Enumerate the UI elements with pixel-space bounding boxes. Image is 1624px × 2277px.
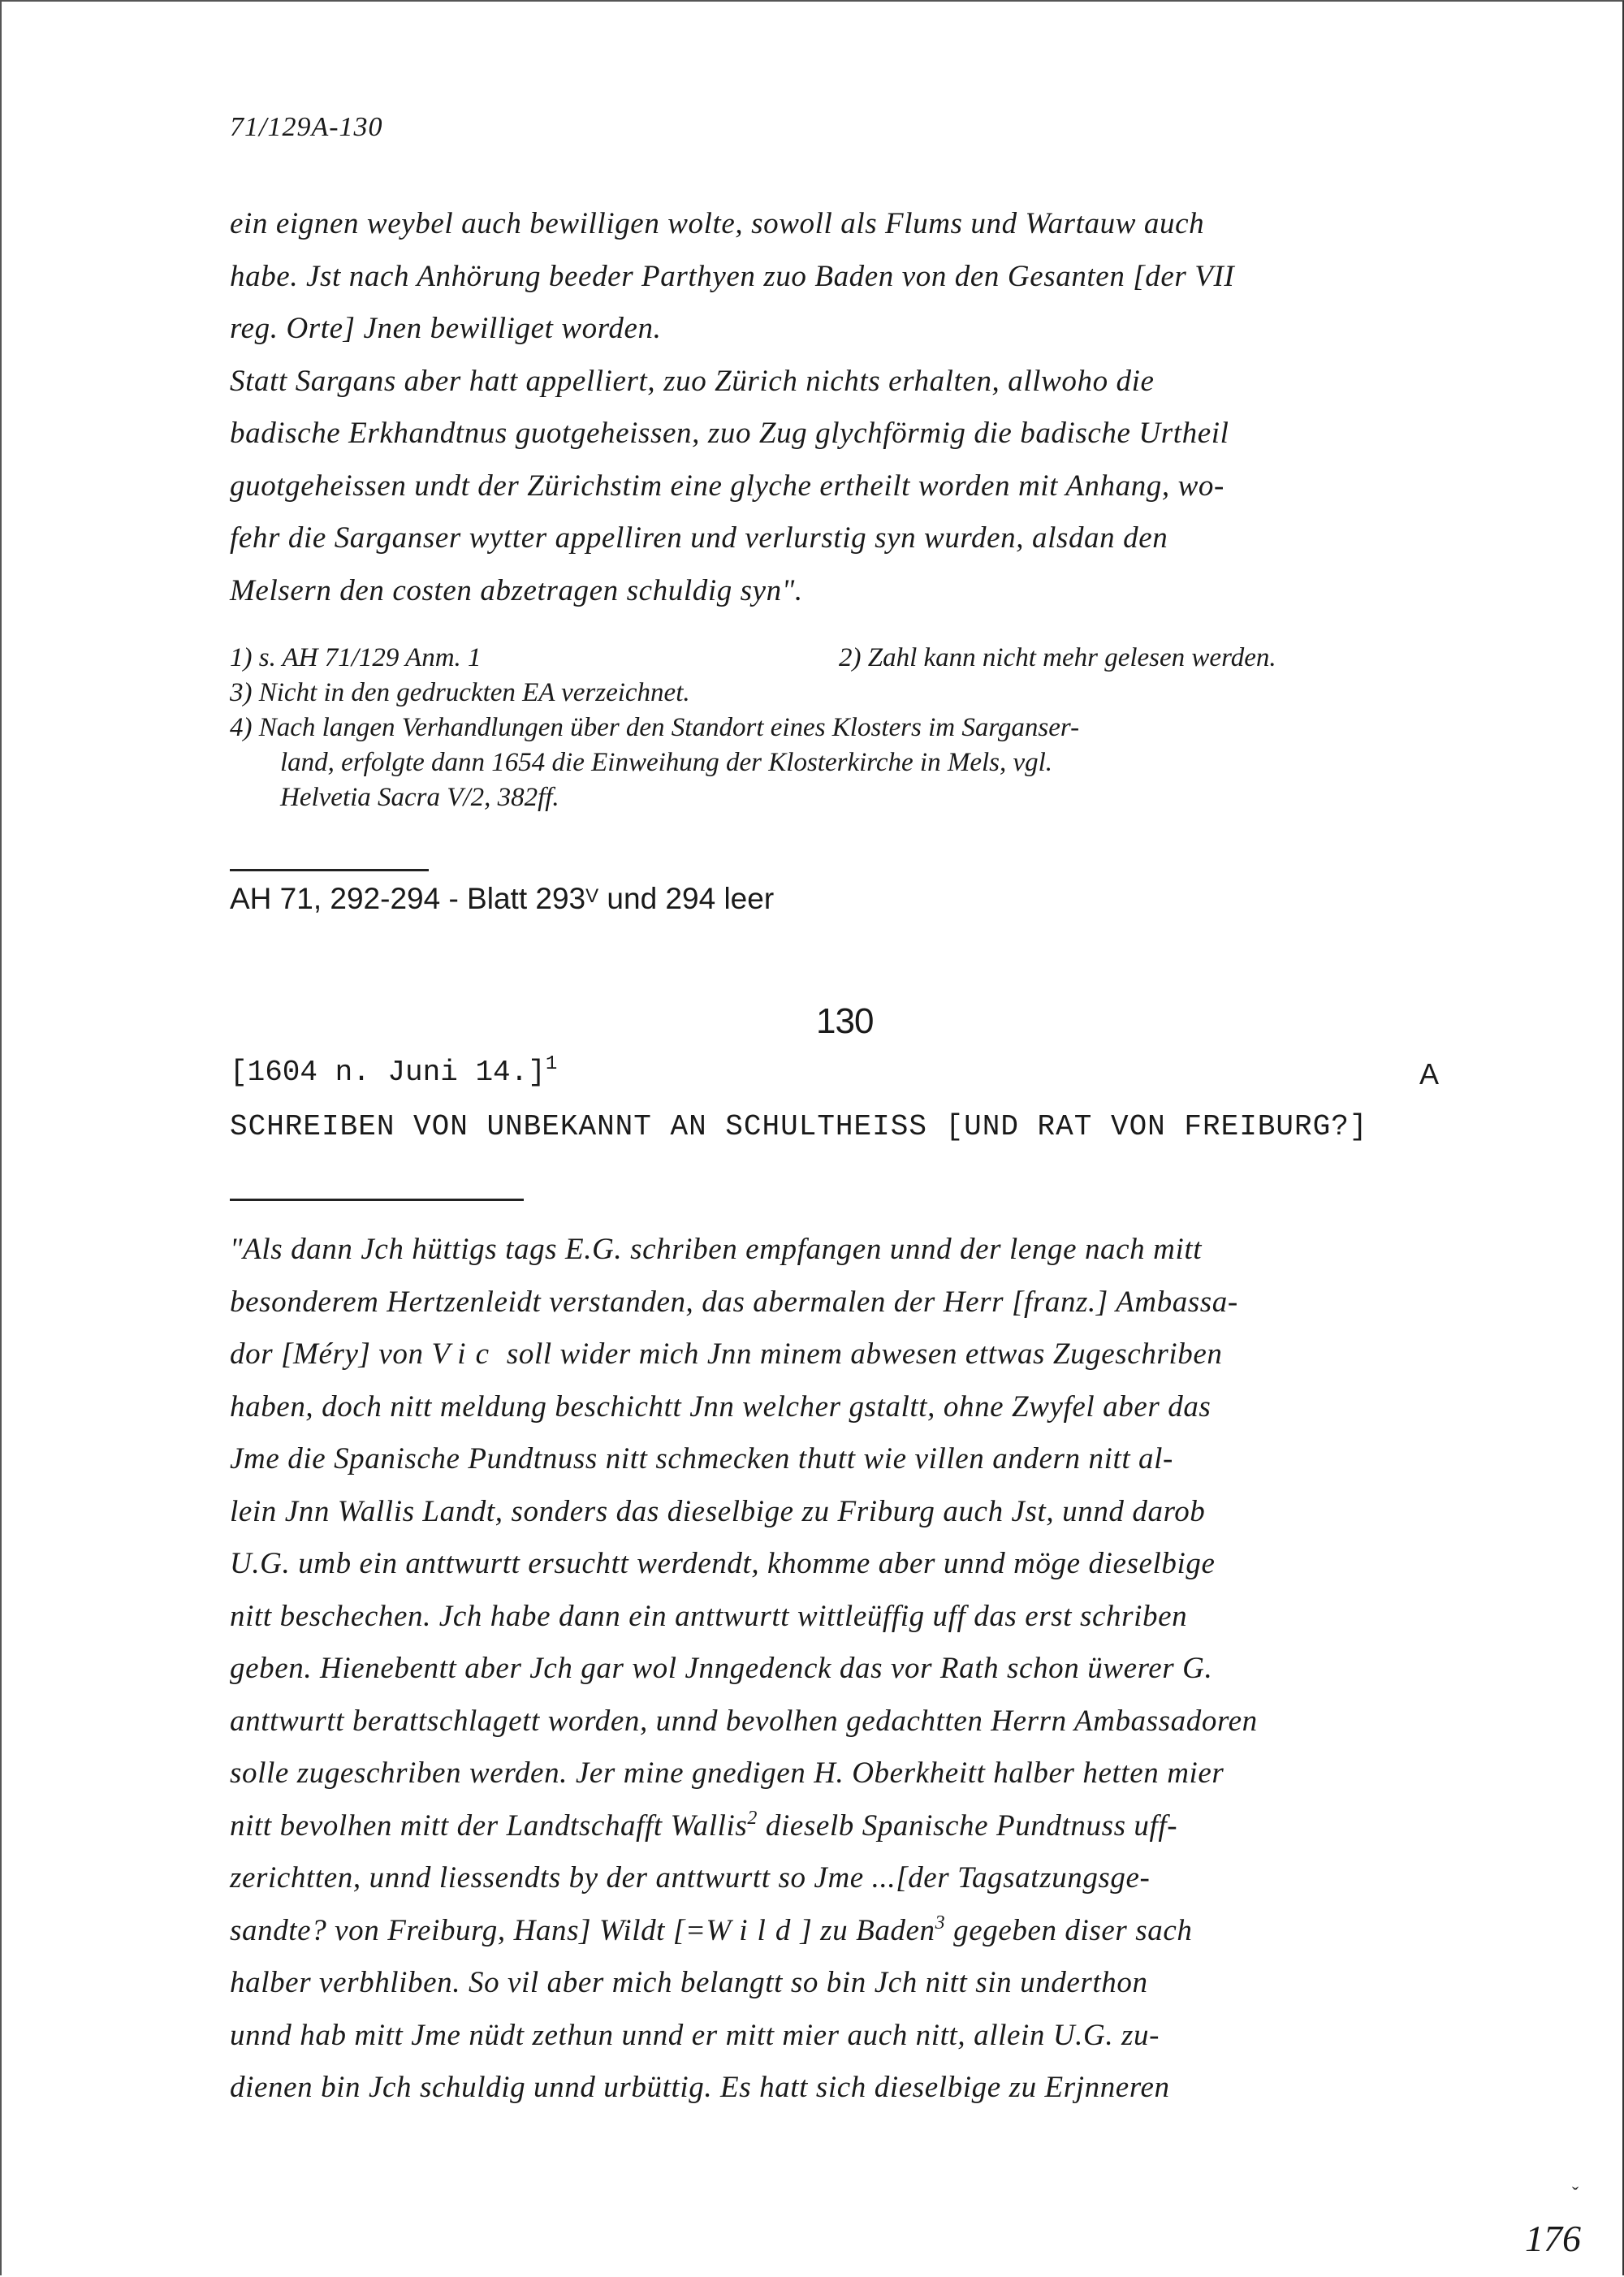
text-line: badische Erkhandtnus guotgeheissen, zuo Zug glychförmig die badische Urtheil — [230, 417, 1229, 450]
archive-reference — [230, 882, 774, 916]
text-line: haben, doch nitt meldung beschichtt Jnn welcher gstaltt, ohne Zwyfel aber das — [230, 1389, 1212, 1424]
folio-mark: ˇ — [1572, 2184, 1579, 2206]
footnote-2: 2) Zahl kann nicht mehr gelesen werden. — [839, 643, 1276, 672]
text-line: besonderem Hertzenleidt verstanden, das abermalen der Herr [franz.] Ambassa- — [230, 1285, 1238, 1319]
footnote-4-cont: Helvetia Sacra V/2, 382ff. — [280, 783, 559, 812]
document-title: SCHREIBEN VON UNBEKANNT AN SCHULTHEISS [UND RAT VON FREIBURG?] — [230, 1110, 1368, 1143]
letter-body — [230, 1224, 1529, 2115]
text-line: geben. Hienebentt aber Jch gar wol Jnngedenck das vor Rath schon üwerer G. — [230, 1652, 1213, 1685]
text-line: guotgeheissen undt der Zürichstim eine glyche ertheilt worden mit Anhang, wo- — [230, 469, 1224, 503]
text-line: fehr die Sarganser wytter appelliren und verlurstig syn wurden, alsdan den — [230, 521, 1168, 555]
footnote-row — [230, 641, 1276, 676]
title-divider — [230, 1199, 524, 1201]
text-line: Melsern den costen abzetragen schuldig syn". — [230, 573, 803, 607]
text-line: habe. Jst nach Anhörung beeder Parthyen zuo Baden von den Gesanten [der VII — [230, 259, 1235, 293]
footnotes — [230, 641, 1276, 815]
text-span: ] zu Baden — [800, 1913, 935, 1947]
text-line: "Als dann Jch hüttigs tags E.G. schriben empfangen unnd der lenge nach mitt — [230, 1233, 1203, 1266]
text-line: halber verbhliben. So vil aber mich belangtt so bin Jch nitt sin underthon — [230, 1966, 1148, 1999]
verso-mark: V — [585, 885, 599, 907]
text-span: dor [Méry] von — [230, 1337, 432, 1371]
footnote-4-cont: land, erfolgte dann 1654 die Einweihung der Klosterkirche in Mels, vgl. — [280, 748, 1053, 777]
text-line: zerichtten, unnd liessendts by der anttwurtt so Jme ...[der Tagsatzungsge- — [230, 1861, 1151, 1895]
text-line: Jme die Spanische Pundtnuss nitt schmecken thutt wie villen andern nitt al- — [230, 1442, 1173, 1476]
text-line — [230, 1800, 1529, 1853]
page-reference: 71/129A-130 — [230, 112, 383, 142]
text-line — [230, 1905, 1529, 1958]
text-line: nitt beschechen. Jch habe dann ein anttwurtt wittleüffig uff das erst schriben — [230, 1599, 1188, 1633]
document-letter: A — [1419, 1057, 1440, 1091]
text-block-continued — [230, 198, 1529, 617]
date-text: [1604 n. Juni 14.] — [230, 1056, 546, 1089]
text-span: nitt bevolhen mitt der Landtschafft Wallis — [230, 1808, 748, 1843]
text-span: gegeben diser sach — [945, 1913, 1193, 1947]
text-line: dienen bin Jch schuldig unnd urbüttig. Es hatt sich dieselbige zu Erjnneren — [230, 2071, 1170, 2104]
document-date — [230, 1053, 558, 1089]
footnote-ref: 2 — [747, 1807, 758, 1829]
text-line: Statt Sargans aber hatt appelliert, zuo Zürich nichts erhalten, allwoho die — [230, 364, 1155, 398]
text-line: ein eignen weybel auch bewilligen wolte, sowoll als Flums und Wartauw auch — [230, 207, 1205, 240]
text-line: anttwurtt berattschlagett worden, unnd bevolhen gedachtten Herrn Ambassadoren — [230, 1704, 1258, 1738]
section-divider — [230, 869, 429, 871]
folio-number: 176 — [1525, 2218, 1581, 2259]
footnote-ref: 1 — [545, 1053, 558, 1075]
footnote-ref: 3 — [935, 1912, 946, 1934]
document-number: 130 — [816, 1001, 874, 1041]
text-line — [230, 1329, 1529, 1381]
footnote-1: 1) s. AH 71/129 Anm. 1 — [230, 643, 482, 672]
text-line: U.G. umb ein anttwurtt ersuchtt werdendt, khomme aber unnd möge dieselbige — [230, 1547, 1216, 1580]
text-span: dieselb Spanische Pundtnuss uff- — [758, 1808, 1178, 1843]
archive-reference-text: und 294 leer — [598, 882, 775, 915]
text-span: sandte? von Freiburg, Hans] Wildt [= — [230, 1913, 706, 1947]
footnote-3: 3) Nicht in den gedruckten EA verzeichnet. — [230, 678, 690, 707]
footnote-4: 4) Nach langen Verhandlungen über den Standort eines Klosters im Sarganser- — [230, 713, 1080, 742]
text-span: soll wider mich Jnn minem abwesen ettwas Zugeschriben — [499, 1337, 1223, 1371]
archive-reference-text: AH 71, 292-294 - Blatt 293 — [230, 882, 586, 915]
spaced-name: Vic — [431, 1337, 499, 1371]
spaced-name: Wild — [706, 1913, 801, 1947]
text-line: unnd hab mitt Jme nüdt zethun unnd er mitt mier auch nitt, allein U.G. zu- — [230, 2018, 1160, 2052]
text-line: reg. Orte] Jnen bewilliget worden. — [230, 312, 662, 345]
text-line: solle zugeschriben werden. Jer mine gnedigen H. Oberkheitt halber hetten mier — [230, 1756, 1224, 1790]
text-line: lein Jnn Wallis Landt, sonders das dieselbige zu Friburg auch Jst, unnd darob — [230, 1494, 1206, 1528]
